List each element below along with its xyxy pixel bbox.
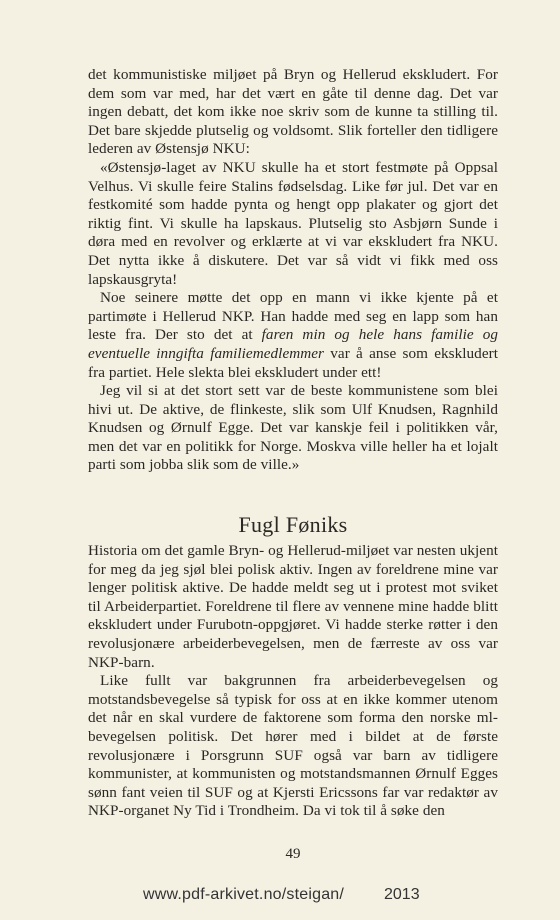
footer-url: www.pdf-arkivet.no/steigan/ bbox=[143, 886, 345, 903]
paragraph: «Østensjø-laget av NKU skulle ha et stort festmøte på Oppsal Velhus. Vi skulle feire Stalins fødselsdag. Like før jul. Det var en festkomité som hadde pynta og hengt opp plakater og gjort det riktig fint. Vi skulle ha lapskaus. Plutselig sto Asbjørn Sunde i døra med en revolver og erklærte at vi var ekskludert fra NKU. Det nytta ikke å diskutere. Det var så vidt vi fikk med oss lapskausgryta! bbox=[88, 158, 498, 288]
paragraph-with-italic bbox=[88, 289, 498, 382]
paragraph-text: var å anse som ekskludert fra partiet. Hele slekta blei ekskludert under ett! bbox=[88, 344, 498, 381]
chapter-title: Fugl Føniks bbox=[238, 512, 348, 537]
paragraph: det kommunistiske miljøet på Bryn og Hellerud ekskludert. For dem som var med, har det vært en gåte til denne dag. Det var ingen debatt, det kom ikke noe skriv som de kunne ta stilling til. Det bare skjedde plutselig og voldsomt. Slik forteller den tidligere lederen av Østensjø NKU: bbox=[88, 66, 498, 158]
paragraph: Jeg vil si at det stort sett var de beste kommunistene som blei hivi ut. De aktive, de flinkeste, slik som Ulf Knudsen, Ragnhild Knudsen og Ørnulf Egge. Det var kanskje feil i politikken vår, men det var en politikk for Norge. Moskva ville heller ha et lojalt parti som jobba slik som de ville.» bbox=[88, 382, 498, 474]
italic-phrase: faren min og hele hans familie og eventuelle inngifta familiemedlemmer bbox=[88, 326, 498, 362]
paragraph: Like fullt var bakgrunnen fra arbeiderbevegelsen og motstandsbevegelse så typisk for oss at en ikke kommer utenom det når en skal vurdere de faktorene som forma den norske ml-bevegelsen politisk. Det hører med i bildet at de første revolusjonære i Porsgrunn SUF også var barn av tidligere kommunister, at kommunisten og motstandsmannen Ørnulf Egges sønn fant veien til SUF og at Kjersti Ericssons far var redaktør av NKP-organet Ny Tid i Trondheim. Da vi tok til å søke den bbox=[88, 672, 498, 820]
page-number: 49 bbox=[285, 846, 301, 862]
paragraph-text: Noe seinere møtte det opp en mann vi ikke kjente på et partimøte i Hellerud NKP. Han hadde med seg en lapp som han leste fra. Der sto det at bbox=[88, 289, 498, 344]
footer-year: 2013 bbox=[384, 886, 420, 903]
text-block-bottom bbox=[88, 542, 498, 821]
paragraph: Historia om det gamle Bryn- og Hellerud-miljøet var nesten ukjent for meg da jeg sjøl blei polisk aktiv. Ingen av foreldrene mine var lenger politisk aktive. De hadde meldt seg ut i protest mot sviket til Arbeiderpartiet. Foreldrene til flere av vennene mine hadde blitt ekskludert under Furubotn-oppgjøret. Vi hadde sterke røtter i den revolusjonære arbeiderbevegelsen, men de færreste av oss var NKP-barn. bbox=[88, 542, 498, 671]
text-block-top bbox=[88, 66, 498, 475]
